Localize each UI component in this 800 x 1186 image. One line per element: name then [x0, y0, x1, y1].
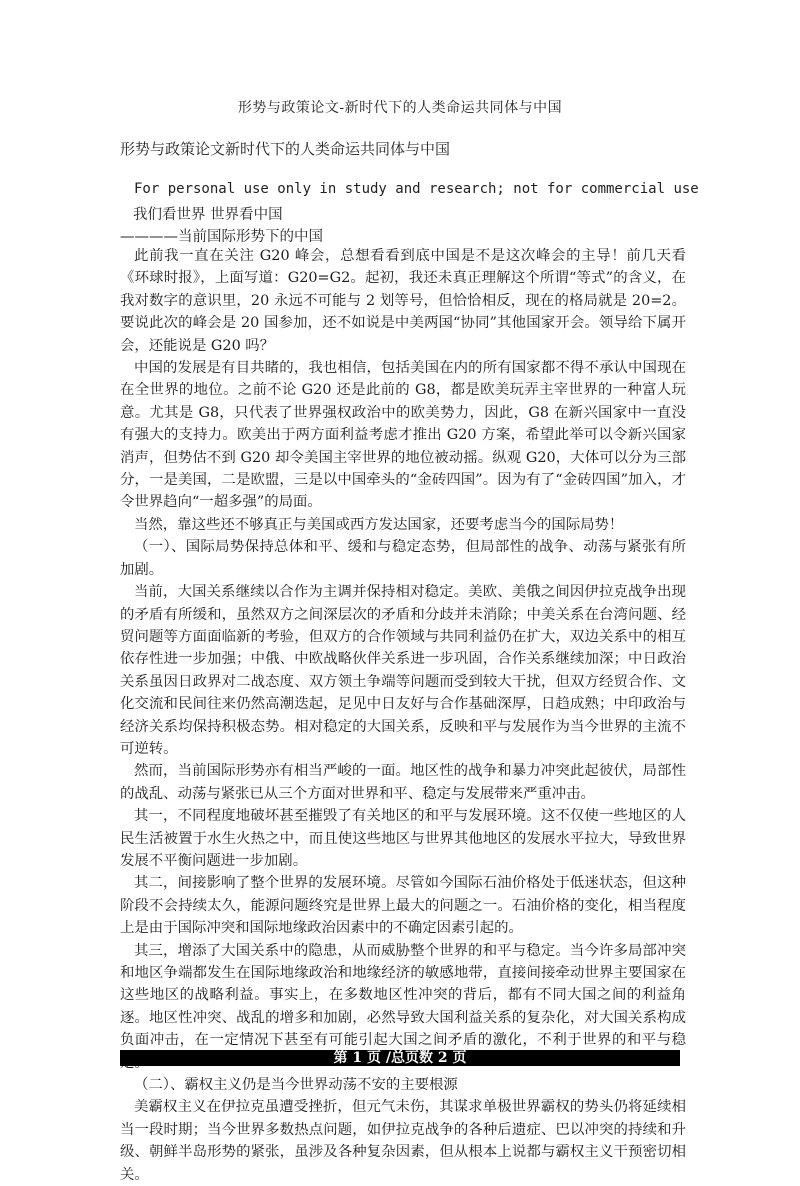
section-subheading: ————当前国际形势下的中国 — [120, 229, 323, 245]
paragraph: 其三，增添了大国关系中的隐患，从而威胁整个世界的和平与稳定。当今许多局部冲突和地区争端都发生在国际地缘政治和地缘经济的敏感地带，直接间接牵动世界主要国家在这些地区的战略利益。事实上，在多数地区性冲突的背后，都有不同大国之间的利益角逐。地区性冲突、战乱的增多和加剧，必然导致大国利益关系的复杂化，对大国关系构成负面冲击，在一定情况下甚至有可能引起大国之间矛盾的激化，不利于世界的和平与稳 — [120, 942, 686, 1049]
document-subtitle: 形势与政策论文新时代下的人类命运共同体与中国 — [120, 140, 451, 158]
section-heading: 我们看世界 世界看中国 — [133, 207, 283, 223]
document-title: 形势与政策论文-新时代下的人类命运共同体与中国 — [237, 100, 563, 116]
paragraph: 当然，靠这些还不够真正与美国或西方发达国家，还要考虑当今的国际局势！ — [134, 516, 624, 533]
paragraph: 美霸权主义在伊拉克虽遭受挫折，但元气未伤，其谋求单极世界霸权的势头仍将延续相当一段时期；当今世界多数热点问题，如伊拉克战争的各种后遗症、巴以冲突的持续和升级、朝鲜半岛形势的紧张，虽涉及各种复杂因素，但从根本上说都与霸权主义干预密切相关。 — [120, 1099, 686, 1183]
page-footer: 第 1 页 /总页数 2 页 — [120, 1050, 680, 1066]
paragraph: （二）、霸权主义仍是当今世界动荡不安的主要根源 — [134, 1077, 458, 1094]
paragraph: 然而，当前国际形势亦有相当严峻的一面。地区性的战争和暴力冲突此起彼伏，局部性的战乱、动荡与紧张已从三个方面对世界和平、稳定与发展带来严重冲击。 — [120, 763, 686, 802]
paragraph: 中国的发展是有目共睹的，我也相信，包括美国在内的所有国家都不得不承认中国现在在全世界的地位。之前不论 G20 还是此前的 G8，都是欧美玩弄主宰世界的一种富人玩意。尤其是 G8，只代表了世界强权政治中的欧美势力，因此，G8 在新兴国家中一直没有强大的支持力。欧美出于两方面利益考虑才推出 G20 方案，希望此举可以令新兴国家消声，但势估不到 G20 却令美国主宰世界的地位被动摇。纵观 G20，大体可以分为三部分，一是美国，二是欧盟，三是以中国牵头的“金砖四国”。因为有了“金砖四国”加入，才令世界趋向“一超多强”的局面。 — [120, 360, 686, 511]
paragraph: 此前我一直在关注 G20 峰会，总想看看到底中国是不是这次峰会的主导！前几天看《环球时报》，上面写道：G20=G2。起初，我还未真正理解这个所谓“等式”的含义，在我对数字的意识里，20 永远不可能与 2 划等号，但恰恰相反，现在的格局就是 20=2。要说此次的峰会是 20 国参加，还不如说是中美两国“协同”其他国家开会。领导给下属开会，还能说是 G20 吗？ — [120, 248, 686, 354]
paragraph: 其二，间接影响了整个世界的发展环境。尽管如今国际石油价格处于低迷状态，但这种阶段不会持续太久，能源问题终究是世界上最大的问题之一。石油价格的变化，相当程度上是由于国际冲突和国际地缘政治因素中的不确定因素引起的。 — [120, 875, 686, 937]
paragraph: 其一，不同程度地破坏甚至摧毁了有关地区的和平与发展环境。这不仅使一些地区的人民生活被置于水生火热之中，而且使这些地区与世界其他地区的发展水平拉大，导致世界发展不平衡问题进一步加剧。 — [120, 808, 686, 869]
paragraph: （一）、国际局势保持总体和平、缓和与稳定态势，但局部性的战争、动荡与紧张有所加剧。 — [120, 539, 686, 578]
usage-notice: For personal use only in study and research; not for commercial use — [134, 181, 699, 197]
paragraph: 当前，大国关系继续以合作为主调并保持相对稳定。美欧、美俄之间因伊拉克战争出现的矛盾有所缓和，虽然双方之间深层次的矛盾和分歧并未消除；中美关系在台湾问题、经贸问题等方面面临新的考验，但双方的合作领域与共同利益仍在扩大，双边关系中的相互依存性进一步加强；中俄、中欧战略伙伴关系进一步巩固，合作关系继续加深；中日政治关系虽因日政界对二战态度、双方领土争端等问题而受到较大干扰，但双方经贸合作、文化交流和民间往来仍然高潮迭起，足见中日友好与合作基础深厚，日趋成熟；中印政治与经济关系均保持积极态势。相对稳定的大国关系，反映和平与发展作为当今世界的主流不可逆转。 — [120, 584, 686, 757]
document-body — [120, 245, 686, 1186]
